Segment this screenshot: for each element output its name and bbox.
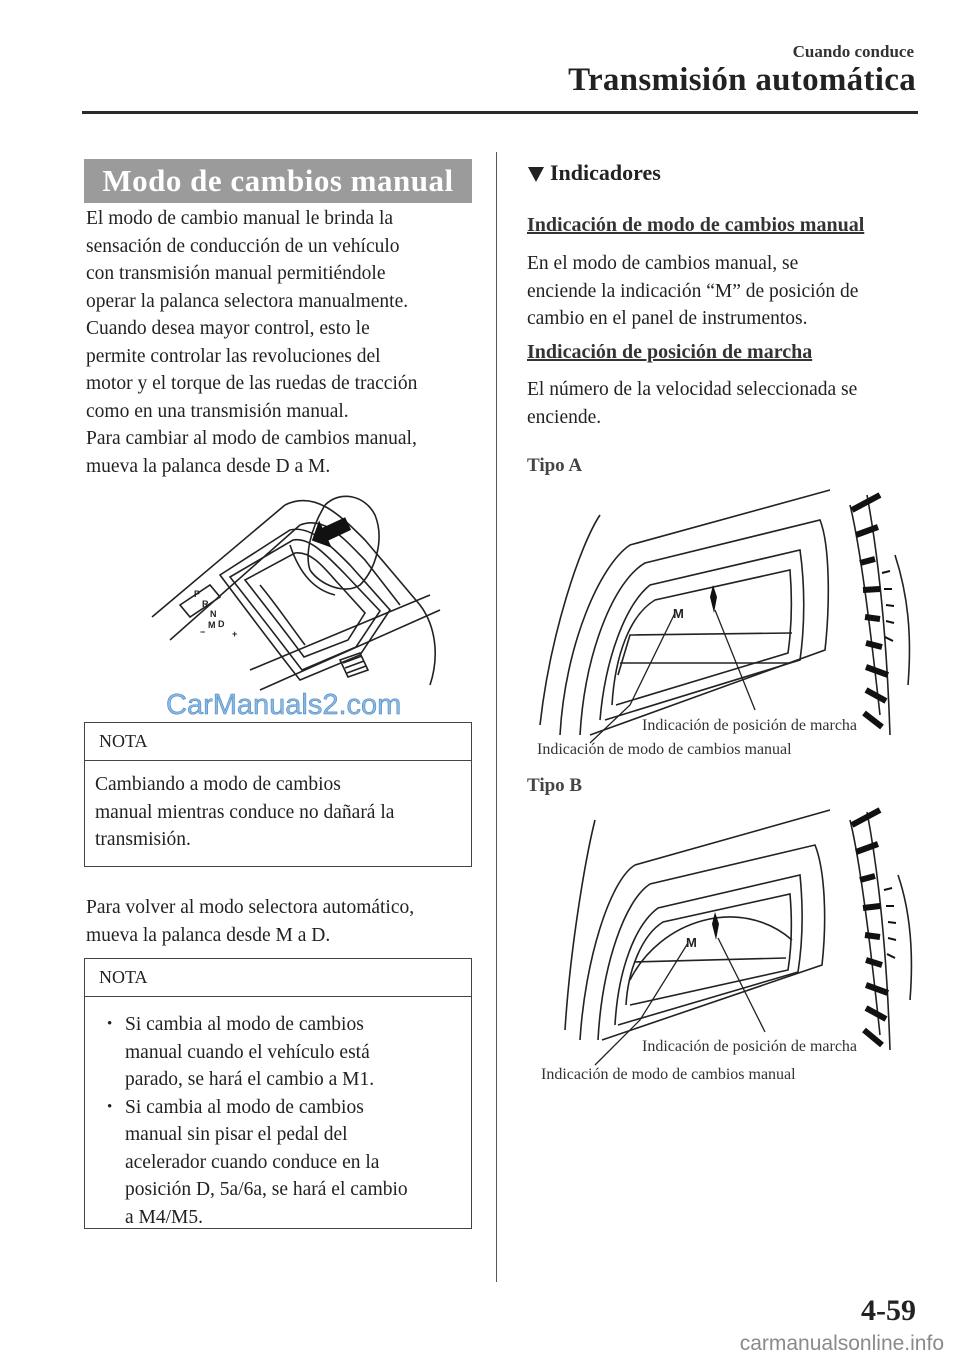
shifter-label: D [218,619,225,629]
list-item [95,1011,461,1094]
left-heading: Modo de cambios manual [102,163,454,198]
text-line: manual mientras conduce no dañará la [95,801,395,823]
text-line: Para cambiar al modo de cambios manual, [86,428,417,449]
text-line: con transmisión manual permitiéndole [86,263,386,284]
note-list [85,997,471,1241]
shifter-label: N [210,609,217,619]
watermark: CarManuals2.com [166,689,402,721]
text-line: enciende. [527,406,602,428]
right-heading: Indicadores [550,160,661,185]
shift-lever-illustration [150,485,450,710]
text-line: enciende la indicación “M” de posición de [527,280,859,302]
shifter-label: M [208,620,216,630]
text-line: Para volver al modo selectora automático, [86,897,415,918]
note-label: NOTA [85,959,471,997]
shifter-label: − [200,627,206,637]
text-line: operar la palanca selectora manualmente. [86,290,409,312]
shifter-label: R [202,599,209,609]
text-line: • Si cambia al modo de cambios [125,1096,364,1118]
header-rule [82,111,918,114]
return-paragraph [86,894,476,949]
text-line: permite controlar las revoluciones del [86,345,381,367]
note-box [84,958,472,1229]
note-box [84,722,472,867]
paragraph [527,250,927,333]
text-line: • Si cambia al modo de cambios [125,1014,364,1035]
subheading: Indicación de modo de cambios manual [527,214,865,236]
text-line: manual cuando el vehículo está [125,1041,370,1063]
text-line: mueva la palanca desde M a D. [86,924,331,946]
gauge-illustration-a [530,485,920,740]
callout-gear-position: Indicación de posición de marcha [642,1038,858,1055]
page-title: Transmisión automática [568,62,916,98]
paragraph [527,376,927,431]
text-line: manual sin pisar el pedal del [125,1124,348,1145]
shifter-label: P [194,589,201,599]
text-line: El modo de cambio manual le brinda la [86,208,394,229]
intro-paragraph [86,205,476,480]
text-line: El número de la velocidad seleccionada se [527,379,858,400]
figure-label: Tipo A [527,455,583,476]
page-number: 4-59 [861,1294,916,1327]
text-line: como en una transmisión manual. [86,400,349,422]
text-line: En el modo de cambios manual, se [527,253,799,274]
note-label: NOTA [85,723,471,761]
triangle-icon [527,165,545,188]
column-divider [496,152,497,1282]
text-line: sensación de conducción de un vehículo [86,235,400,257]
shifter-label: + [232,629,238,639]
callout-gear-position: Indicación de posición de marcha [642,717,858,734]
section-label: Cuando conduce [792,42,914,61]
text-line: a M4/M5. [125,1206,203,1228]
text-line: acelerador cuando conduce en la [125,1151,380,1173]
list-item [95,1094,461,1232]
gauge-m-label: M [686,935,697,950]
callout-manual-mode: Indicación de modo de cambios manual [541,1066,796,1083]
note-text [85,761,471,864]
text-line: posición D, 5a/6a, se hará el cambio [125,1179,408,1200]
figure-label: Tipo B [527,775,583,796]
text-line: Cambiando a modo de cambios [95,774,341,795]
text-line: parado, se hará el cambio a M1. [125,1069,375,1090]
text-line: transmisión. [95,829,191,850]
site-footer: carmanualsonline.info [739,1332,944,1355]
callout-manual-mode: Indicación de modo de cambios manual [537,741,792,758]
text-line: motor y el torque de las ruedas de tracción [86,373,418,394]
gauge-illustration-b [530,800,920,1060]
gauge-m-label: M [673,606,684,621]
subheading: Indicación de posición de marcha [527,341,813,363]
text-line: Cuando desea mayor control, esto le [86,318,370,339]
text-line: cambio en el panel de instrumentos. [527,308,808,329]
text-line: mueva la palanca desde D a M. [86,455,331,477]
